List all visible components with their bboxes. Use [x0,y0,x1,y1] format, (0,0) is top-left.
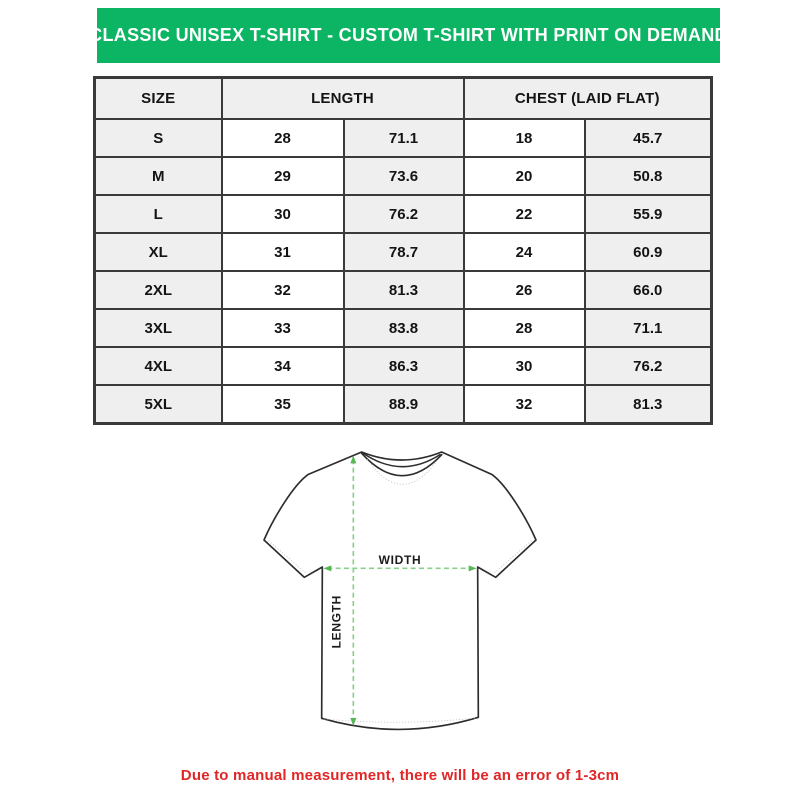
size-cell: 5XL [95,385,222,424]
length-cm-cell: 76.2 [344,195,464,233]
chest-in-cell: 24 [464,233,585,271]
length-cm-cell: 78.7 [344,233,464,271]
table-row [95,385,712,424]
length-in-cell: 35 [222,385,344,424]
chest-cm-cell: 76.2 [585,347,712,385]
size-cell: M [95,157,222,195]
chest-in-cell: 18 [464,119,585,157]
chest-cm-cell: 60.9 [585,233,712,271]
chest-in-cell: 20 [464,157,585,195]
length-cm-cell: 73.6 [344,157,464,195]
length-cm-cell: 83.8 [344,309,464,347]
length-label: LENGTH [329,594,344,649]
col-header-chest: CHEST (LAID FLAT) [464,78,712,120]
tshirt-measurement-diagram [240,440,560,750]
title-banner [89,8,728,63]
chest-cm-cell: 50.8 [585,157,712,195]
chest-cm-cell: 66.0 [585,271,712,309]
length-in-cell: 30 [222,195,344,233]
table-row [95,157,712,195]
length-cm-cell: 71.1 [344,119,464,157]
chest-in-cell: 30 [464,347,585,385]
length-in-cell: 31 [222,233,344,271]
width-label: WIDTH [378,553,422,567]
size-cell: 2XL [95,271,222,309]
table-row [95,119,712,157]
length-in-cell: 28 [222,119,344,157]
chest-cm-cell: 71.1 [585,309,712,347]
table-row [95,309,712,347]
size-cell: XL [95,233,222,271]
length-in-cell: 29 [222,157,344,195]
chest-in-cell: 26 [464,271,585,309]
chest-cm-cell: 55.9 [585,195,712,233]
chest-in-cell: 28 [464,309,585,347]
chest-in-cell: 22 [464,195,585,233]
size-cell: 4XL [95,347,222,385]
tshirt-outline [264,452,536,729]
table-row [95,271,712,309]
length-cm-cell: 86.3 [344,347,464,385]
table-header-row [95,78,712,120]
size-cell: 3XL [95,309,222,347]
chest-cm-cell: 81.3 [585,385,712,424]
size-chart-table [93,76,713,425]
length-cm-cell: 88.9 [344,385,464,424]
length-in-cell: 32 [222,271,344,309]
measurement-error-note: Due to manual measurement, there will be an error of 1-3cm [180,767,620,784]
col-header-length: LENGTH [222,78,464,120]
length-in-cell: 34 [222,347,344,385]
page-title: CLASSIC UNISEX T-SHIRT - CUSTOM T-SHIRT WITH PRINT ON DEMAND [89,25,728,45]
table-row [95,195,712,233]
table-row [95,347,712,385]
length-in-cell: 33 [222,309,344,347]
size-cell: S [95,119,222,157]
col-header-size: SIZE [95,78,222,120]
chest-in-cell: 32 [464,385,585,424]
size-cell: L [95,195,222,233]
table-row [95,233,712,271]
length-cm-cell: 81.3 [344,271,464,309]
chest-cm-cell: 45.7 [585,119,712,157]
